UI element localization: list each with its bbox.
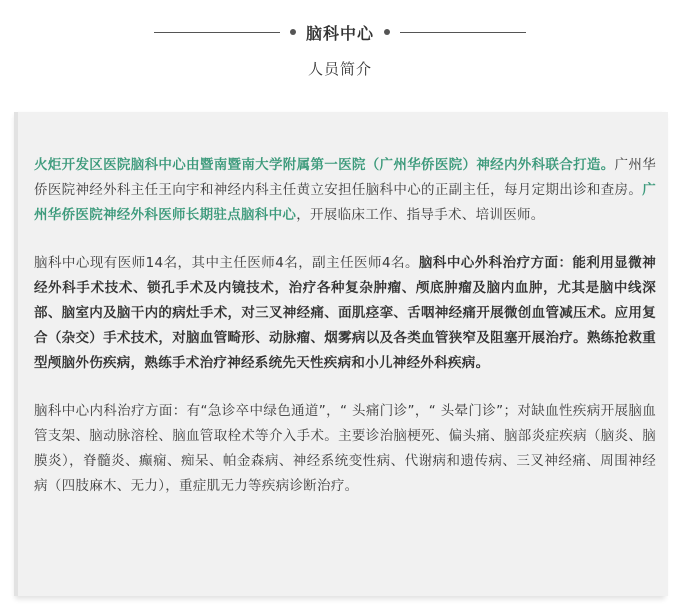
right-dot-icon: [384, 29, 390, 35]
paragraph-intro: [34, 153, 656, 228]
left-dot-icon: [290, 29, 296, 35]
title-row: [0, 18, 680, 46]
paragraph-internal-medicine: [34, 399, 656, 499]
content-card: [18, 112, 668, 596]
left-divider-line: [154, 32, 280, 33]
surgery-staff-text: 脑科中心现有医师14名，其中主任医师4名，副主任医师4名。: [34, 255, 419, 271]
intro-text-1: 广州华侨医院神经外科主任王向宇和神经内科主任黄立安担任脑科中心的正副主任，每月定期出诊和查房。: [34, 157, 656, 198]
section-header: [0, 0, 680, 100]
paragraph-surgery: [34, 251, 656, 376]
intro-highlight-1: 火炬开发区医院脑科中心由暨南暨南大学附属第一医院（广州华侨医院）神经内外科联合打造。: [34, 157, 615, 173]
intro-highlight-2: 广州华侨医院神经外科医师长期驻点脑科中心: [34, 182, 656, 223]
page-subtitle: 人员简介: [307, 60, 372, 78]
page-title: 脑科中心: [305, 23, 374, 43]
right-divider-line: [400, 32, 526, 33]
internal-medicine-text: 脑科中心内科治疗方面：有“急诊卒中绿色通道”，“ 头痛门诊”，“ 头晕门诊”；对缺血性疾病开展脑血管支架、脑动脉溶栓、脑血管取栓术等介入手术。主要诊治脑梗死、偏头痛、脑部炎症疾病（脑炎、脑膜炎），脊髓炎、癫痫、痴呆、帕金森病、神经系统变性病、代谢病和遗传病、三叉神经痛、周围神经病（四肢麻木、无力），重症肌无力等疾病诊断治疗。: [34, 403, 656, 494]
surgery-bold-text: 脑科中心外科治疗方面：能利用显微神经外科手术技术、锁孔手术及内镜技术，治疗各种复杂肿瘤、颅底肿瘤及脑内血肿，尤其是脑中线深部、脑室内及脑干内的病灶手术，对三叉神经痛、面肌痉挛、舌咽神经痛开展微创血管减压术。应用复合（杂交）手术技术，对脑血管畸形、动脉瘤、烟雾病以及各类血管狭窄及阻塞开展治疗。熟练抢救重型颅脑外伤疾病，熟练手术治疗神经系统先天性疾病和小儿神经外科疾病。: [34, 255, 656, 371]
intro-text-2: ，开展临床工作、指导手术、培训医师。: [296, 207, 545, 223]
